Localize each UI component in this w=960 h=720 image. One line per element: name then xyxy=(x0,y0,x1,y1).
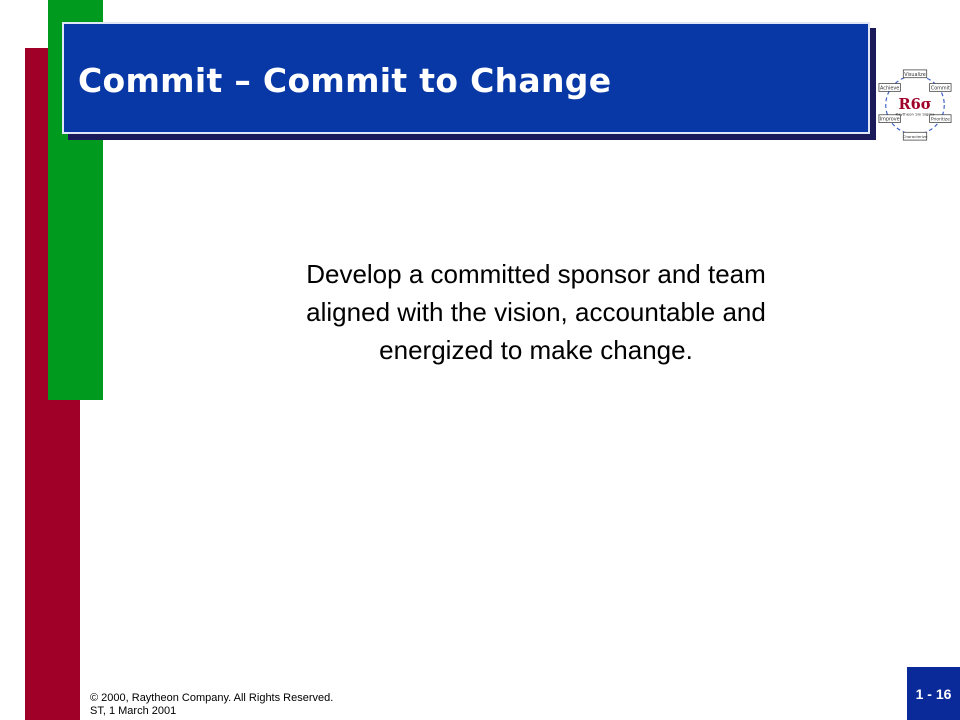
logo-step-label: Prioritize xyxy=(930,117,950,123)
page-number: 1 - 16 xyxy=(915,685,952,702)
logo-step-label: Characterize xyxy=(902,134,928,140)
logo-step-label: Visualize xyxy=(904,71,926,78)
slide-body xyxy=(226,255,846,369)
logo-step-label: Achieve xyxy=(880,85,900,92)
r6sigma-logo-icon xyxy=(876,66,954,144)
body-line: aligned with the vision, accountable and xyxy=(306,297,766,327)
slide-title: Commit – Commit to Change xyxy=(78,61,612,100)
date-text: ST, 1 March 2001 xyxy=(90,705,177,717)
title-banner xyxy=(62,22,870,134)
body-line: Develop a committed sponsor and team xyxy=(306,259,766,289)
logo-mark: R6σ xyxy=(898,95,932,113)
logo-tagline: Raytheon Six Sigma xyxy=(895,111,935,117)
page-number-badge xyxy=(907,667,960,720)
logo-step-label: Commit xyxy=(930,85,950,92)
copyright-text: © 2000, Raytheon Company. All Rights Reserved. xyxy=(90,692,334,704)
logo-step-label: Improve xyxy=(879,116,900,123)
slide-footer xyxy=(90,692,333,718)
body-line: energized to make change. xyxy=(379,335,693,365)
